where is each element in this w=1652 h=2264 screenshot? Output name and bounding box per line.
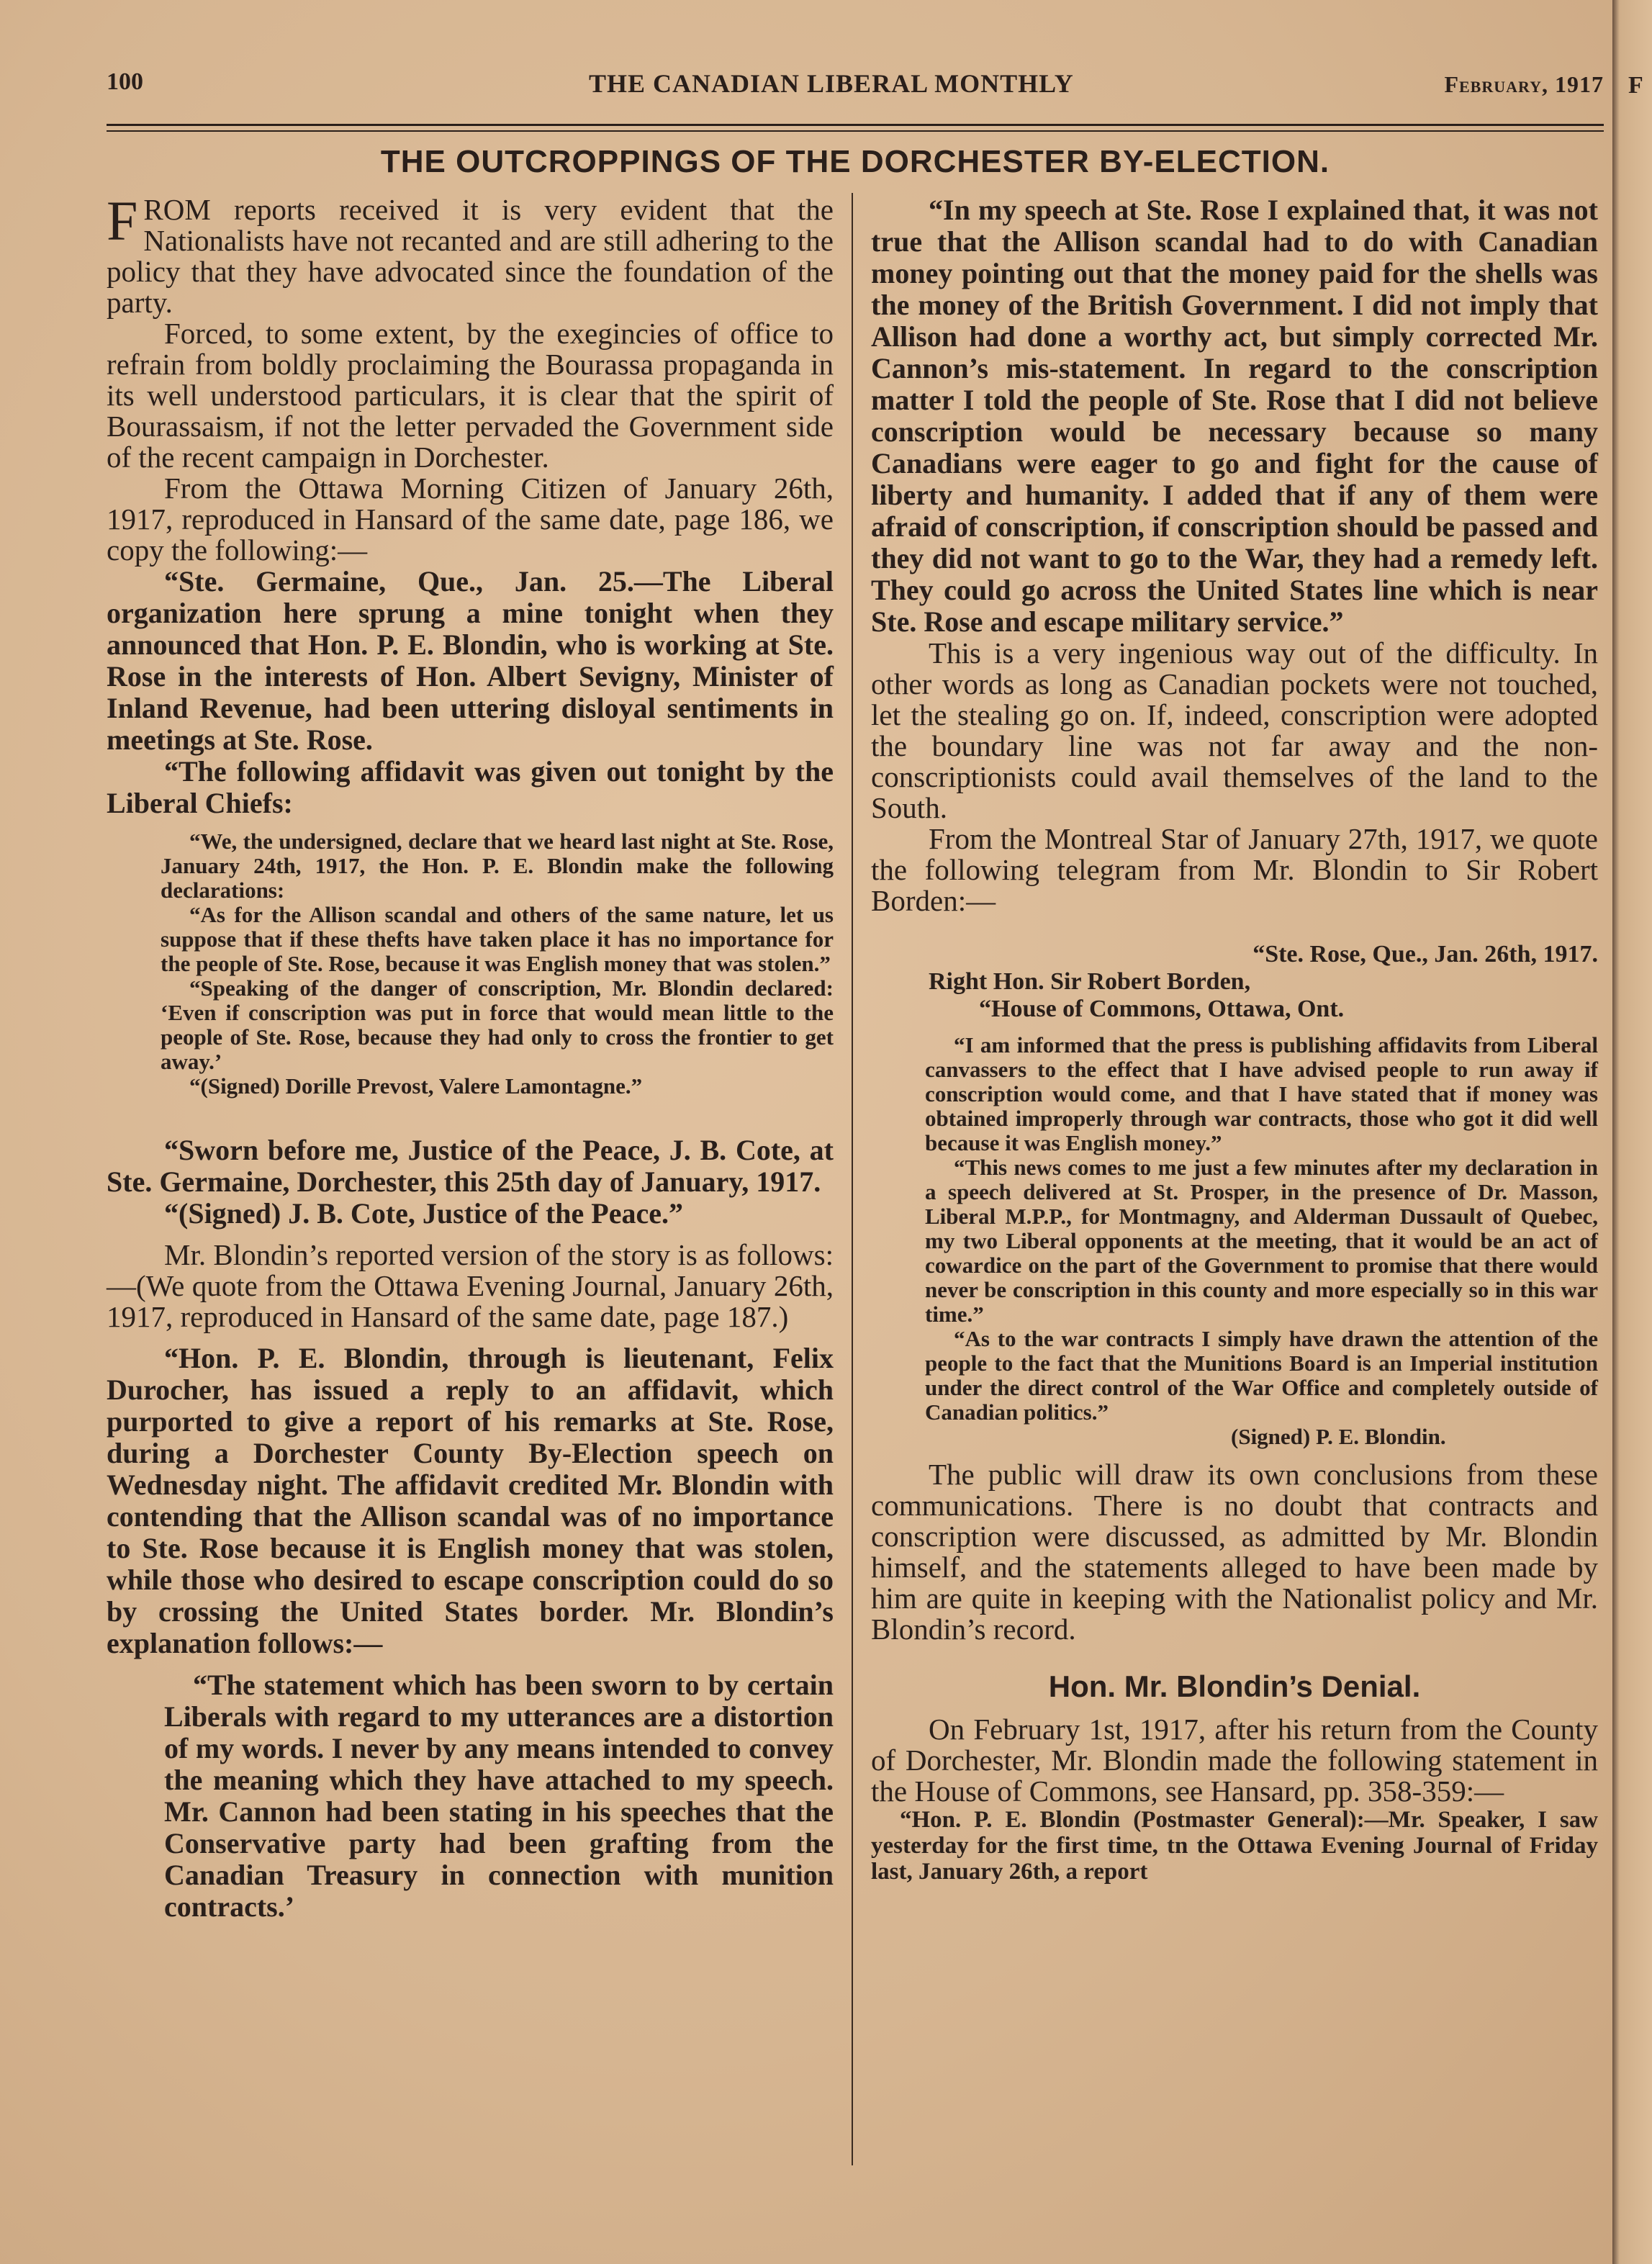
quoted-signature: “(Signed) J. B. Cote, Justice of the Peace.” <box>164 1197 683 1230</box>
article-title: THE OUTCROPPINGS OF THE DORCHESTER BY-ELECTION. <box>380 144 1330 179</box>
intro-paragraph: FROM reports received it is very evident that the Nationalists have not recanted and are still adhering to the policy that they have advocated since the foundation of the party. <box>107 189 834 319</box>
paragraph: From the Montreal Star of January 27th, 1917, we quote the following telegram from Mr. Blondin to Sir Robert Borden:— <box>871 822 1598 917</box>
page-number: 100 <box>107 68 143 95</box>
paragraph: From the Ottawa Morning Citizen of January 26th, 1917, reproduced in Hansard of the same date, page 186, we copy the following:— <box>107 472 834 567</box>
affidavit-text: “We, the undersigned, declare that we heard last night at Ste. Rose, January 24th, 1917, the Hon. P. E. Blondin make the following declarations: <box>161 829 834 903</box>
section-heading: Hon. Mr. Blondin’s Denial. <box>1048 1669 1421 1703</box>
telegram-recipient: Right Hon. Sir Robert Borden, <box>929 968 1251 995</box>
quoted-paragraph: “The following affidavit was given out tonight by the Liberal Chiefs: <box>107 755 834 819</box>
issue-date: February, 1917 <box>1444 71 1604 97</box>
adjacent-page-letter: F <box>1628 72 1643 99</box>
header-rule <box>107 124 1604 126</box>
quoted-statement: “The statement which has been sworn to by certain Liberals with regard to my utterances are a distortion of my words. I never by any means intended to convey the meaning which they have attached to my speech. Mr. Cannon had been stating in his speeches that the Conservative party had been grafting from the Canadian Treasury in connection with munition contracts.’ <box>164 1669 834 1923</box>
affidavit-text: “As for the Allison scandal and others of the same nature, let us suppose that if these thefts have taken place it has no importance for the people of Ste. Rose, because it was English money that was stolen.” <box>161 902 834 976</box>
quoted-paragraph: “Hon. P. E. Blondin, through is lieutenant, Felix Durocher, has issued a reply to an affidavit, which purported to give a report of his remarks at Ste. Rose, during a Dorchester County By-Election speech on Wednesday night. The affidavit credited Mr. Blondin with contending that the Allison scandal was of no importance to Ste. Rose because it is English money that was stolen, while those who desired to escape conscription could do so by crossing the United States border. Mr. Blondin’s explanation follows:— <box>107 1342 834 1659</box>
telegram-signature: (Signed) P. E. Blondin. <box>1231 1424 1446 1449</box>
paragraph: On February 1st, 1917, after his return from the County of Dorchester, Mr. Blondin made the following statement in the House of Commons, see Hansard, pp. 358-359:— <box>871 1713 1598 1808</box>
quoted-paragraph: “Ste. Germaine, Que., Jan. 25.—The Liberal organization here sprung a mine tonight when they announced that Hon. P. E. Blondin, who is working at Ste. Rose in the interests of Hon. Albert Sevigny, Minister of Inland Revenue, had been uttering disloyal sentiments in meetings at Ste. Rose. <box>107 565 834 756</box>
adjacent-page-edge <box>1612 0 1652 2264</box>
affidavit-signature: “(Signed) Dorille Prevost, Valere Lamontagne.” <box>189 1073 643 1099</box>
running-header <box>107 68 1604 104</box>
right-column <box>871 194 1598 1885</box>
hansard-excerpt: “Hon. P. E. Blondin (Postmaster General):—Mr. Speaker, I saw yesterday for the first time, tn the Ottawa Evening Journal of Friday last, January 26th, a report <box>871 1807 1598 1885</box>
telegram-address: “House of Commons, Ottawa, Ont. <box>979 996 1345 1022</box>
telegram-text: “I am informed that the press is publishing affidavits from Liberal canvassers to the effect that I have advised people to run away if conscription would come, and that I have stated that if money was obtained improperly through war contracts, those who got it did well because it was English money.” <box>925 1032 1598 1155</box>
column-divider <box>852 193 853 2165</box>
left-column <box>107 189 834 1923</box>
publication-title: THE CANADIAN LIBERAL MONTHLY <box>589 69 1074 98</box>
quoted-paragraph: “In my speech at Ste. Rose I explained that, it was not true that the Allison scandal had to do with Canadian money pointing out that the money paid for the shells was the money of the British Government. I did not imply that Allison had done a worthy act, but simply corrected Mr. Cannon’s mis-statement. In regard to the conscription matter I told the people of Ste. Rose that I did not believe conscription would be necessary because so many Canadians were eager to go and fight for the cause of liberty and humanity. I added that if any of them were afraid of conscription, if conscription should be passed and they did not want to go to the War, they had a remedy left. They could go across the United States line which is near Ste. Rose and escape military service.” <box>871 194 1598 638</box>
drop-cap: F <box>107 189 138 252</box>
paragraph: Mr. Blondin’s reported version of the story is as follows:—(We quote from the Ottawa Evening Journal, January 26th, 1917, reproduced in Hansard of the same date, page 187.) <box>107 1238 834 1333</box>
header-rule-thin <box>107 130 1604 132</box>
quoted-paragraph: “Sworn before me, Justice of the Peace, J. B. Cote, at Ste. Germaine, Dorchester, this 25th day of January, 1917. <box>107 1134 834 1198</box>
telegram-text: “This news comes to me just a few minutes after my declaration in a speech delivered at St. Prosper, in the presence of Dr. Masson, Liberal M.P.P., for Montmagny, and Alderman Dussault of Quebec, my two Liberal opponents at the meeting, that it would be an act of cowardice on the part of the Government to promise that there would never be conscription in this county and more especially so in this war time.” <box>925 1155 1598 1327</box>
paragraph: This is a very ingenious way out of the difficulty. In other words as long as Canadian pockets were not touched, let the stealing go on. If, indeed, conscription were adopted the boundary line was not far away and the non-conscriptionists could avail themselves of the land to the South. <box>871 636 1598 824</box>
paragraph: Forced, to some extent, by the exegincies of office to refrain from boldly proclaiming the Bourassa propaganda in its well understood particulars, it is clear that the spirit of Bourassaism, if not the letter pervaded the Government side of the recent campaign in Dorchester. <box>107 317 834 474</box>
affidavit-text: “Speaking of the danger of conscription, Mr. Blondin declared: ‘Even if conscription was put in force that would mean little to the people of Ste. Rose, because they had only to cross the frontier to get away.’ <box>161 975 834 1074</box>
telegram-dateline: “Ste. Rose, Que., Jan. 26th, 1917. <box>1252 941 1598 968</box>
paragraph: The public will draw its own conclusions from these communications. There is no doubt that contracts and conscription were discussed, as admitted by Mr. Blondin himself, and the statements alleged to have been made by him are quite in keeping with the Nationalist policy and Mr. Blondin’s record. <box>871 1458 1598 1646</box>
telegram-text: “As to the war contracts I simply have drawn the attention of the people to the fact that the Munitions Board is an Imperial institution under the direct control of the War Office and completely outside of Canadian politics.” <box>925 1326 1598 1425</box>
